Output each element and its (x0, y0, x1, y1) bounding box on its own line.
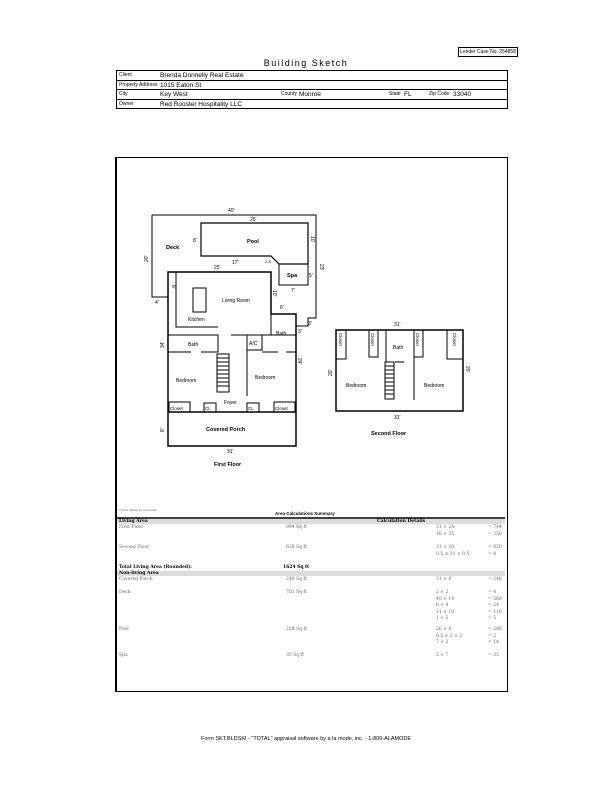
calc-expression: 31 × 24 (436, 525, 455, 530)
deck-outline (152, 215, 316, 326)
lender-case-number: Lender Case No. 254858 (458, 47, 518, 57)
calc-result: = 560 (488, 596, 502, 602)
dim-label: 24' (296, 358, 302, 365)
dim-label: 8' (160, 428, 166, 432)
client-label: Client (119, 72, 132, 78)
stairs-icon (217, 354, 394, 399)
dim-label: 31' (394, 322, 401, 328)
form-footer: Form SKT.BLDSKI - "TOTAL" appraisal software by a la mode, inc. - 1-800-ALAMODE (200, 736, 412, 742)
living-room-label: Living Room (222, 298, 250, 304)
area-row-value: 248 Sq ft (286, 577, 307, 582)
area-row-value: 703 Sq ft (286, 590, 307, 595)
dim-label: 20' (328, 369, 334, 376)
county-value: Monroe (299, 91, 322, 98)
dim-label: 17' (232, 260, 239, 266)
dim-label: 31' (394, 415, 401, 421)
calc-expression: 0.5 × 31 × 0.5 (436, 551, 470, 557)
calc-expression: 6 × 4 (436, 603, 449, 608)
pool-label: Pool (247, 239, 259, 245)
calc-result: = 24 (488, 603, 499, 608)
total-living-value: 1624 Sq ft (283, 565, 310, 570)
area-row-name: Deck (119, 590, 131, 595)
state-value: FL (404, 91, 412, 98)
county-label: County (281, 91, 297, 97)
calc-expression: 0.5 × 2 × 2 (436, 633, 463, 639)
dim-label: 4' (155, 300, 159, 306)
dimension-labels (144, 208, 470, 455)
calc-expression: 1 × 5 (436, 616, 449, 621)
bath-label: Bath (393, 345, 404, 351)
calc-expression: 31 × 20 (436, 545, 455, 550)
cl-label: CL (205, 406, 211, 411)
calc-expression: 5 × 7 (436, 653, 449, 658)
area-row-value: 628 Sq ft (286, 545, 307, 550)
calc-result: = 35 (488, 653, 499, 658)
summary-title: Area Calculations Summary (275, 511, 335, 516)
calc-expression: 31 × 8 (436, 577, 452, 582)
kitchen-label: Kitchen (188, 317, 205, 323)
bath-label: Bath (276, 331, 287, 337)
closet-label: Closet (370, 333, 375, 346)
dim-label: 34' (160, 341, 166, 348)
living-area-band (117, 519, 505, 524)
calc-result: = 8 (488, 551, 497, 557)
address-label: Property Address (119, 81, 158, 88)
calc-result: = 5 (488, 616, 497, 621)
covered-porch-label: Covered Porch (206, 427, 246, 433)
nonliving-area-band (117, 571, 505, 576)
calc-expression: 26 × 8 (436, 627, 452, 632)
bath-label: Bath (188, 342, 199, 348)
zip-label: Zip Code (429, 91, 450, 97)
area-row-name: First Floor (119, 525, 144, 530)
bedroom-label: Bedroom (346, 383, 367, 389)
owner-value: Red Rooster Hospitality LLC (160, 100, 243, 108)
area-row-name: Covered Porch (119, 577, 153, 582)
closet-label: Closet (452, 333, 457, 346)
dim-label: 8' (193, 238, 197, 244)
dim-label: 6' (170, 285, 176, 289)
area-row-name: Pool (119, 627, 129, 632)
state-label: State (389, 91, 401, 97)
first-floor-label: First Floor (214, 462, 242, 468)
zip-value: 33040 (453, 91, 472, 98)
deck-label: Deck (166, 245, 180, 251)
city-label: City (119, 91, 128, 97)
calc-result: = 2 (488, 633, 497, 639)
closet-label: Closet (275, 406, 288, 411)
foyer-label: Foyer (224, 400, 237, 406)
dim-label: 7' (291, 288, 295, 294)
owner-label: Owner (119, 100, 134, 107)
ac-label: A/C (249, 341, 258, 347)
calc-expression: 2 × 2 (436, 590, 449, 595)
dim-label: 10' (309, 236, 315, 243)
calc-expression: 10 × 25 (436, 531, 455, 537)
dim-label: 6' (280, 305, 284, 311)
closet-label: Closet (338, 333, 343, 346)
second-floor-label: Second Floor (371, 431, 407, 437)
spa-label: Spa (287, 273, 298, 279)
calc-result: = 208 (488, 627, 502, 632)
area-row-name: Second Floor (119, 545, 150, 550)
sketch-credit: TOTAL Sketch by a la mode (119, 508, 157, 512)
nonliving-area-header: Non-living Area (119, 571, 159, 576)
dim-label: 10' (271, 290, 277, 297)
dim-label: 40' (228, 208, 235, 214)
total-living-label: Total Living Area (Rounded): (119, 565, 192, 570)
dim-label: 20' (144, 255, 150, 262)
calc-result: = 110 (488, 609, 502, 615)
dim-label: 25' (214, 265, 221, 271)
calc-result: = 744 (488, 525, 502, 530)
calc-result: = 248 (488, 577, 502, 582)
page-title: Building Sketch (263, 58, 349, 68)
calc-expression: 11 × 10 (436, 609, 455, 615)
living-area-header: Living Area (119, 519, 148, 524)
dim-label: 23' (318, 264, 324, 271)
dim-label: 20' (464, 366, 470, 373)
cl-label: CL (248, 406, 254, 411)
dim-label: 5' (309, 273, 313, 279)
closet-label: Closet (415, 333, 420, 346)
area-row-value: 224 Sq ft (286, 627, 307, 632)
city-value: Key West (160, 91, 188, 98)
calc-result: = 4 (488, 590, 497, 595)
bedroom-label: Bedroom (255, 375, 276, 381)
area-row-name: Spa (119, 653, 128, 658)
calc-expression: 7 × 2 (436, 640, 449, 645)
bedroom-label: Bedroom (176, 378, 197, 384)
dim-label: 26' (250, 217, 257, 223)
dim-label: 3' (298, 329, 302, 335)
client-value: Brenda Donnelly Real Estate (160, 72, 244, 79)
calc-result: = 250 (488, 531, 502, 537)
deck-left-edge (152, 215, 168, 297)
calc-details-header: Calculation Details (377, 519, 426, 524)
calc-expression: 40 × 14 (436, 596, 455, 602)
area-row-value: 35 Sq ft (286, 653, 305, 658)
second-floor-outline (336, 330, 463, 411)
address-value: 1015 Eaton St (160, 81, 202, 89)
calc-result: = 620 (488, 545, 502, 550)
closet-label: Closet (170, 406, 183, 411)
dim-label: 2.8' (265, 259, 272, 264)
area-row-value: 994 Sq ft (286, 525, 307, 530)
dim-label: 3' (308, 321, 312, 327)
dim-label: 31' (227, 449, 234, 455)
bedroom-label: Bedroom (424, 383, 445, 389)
calc-result: = 14 (488, 640, 499, 645)
